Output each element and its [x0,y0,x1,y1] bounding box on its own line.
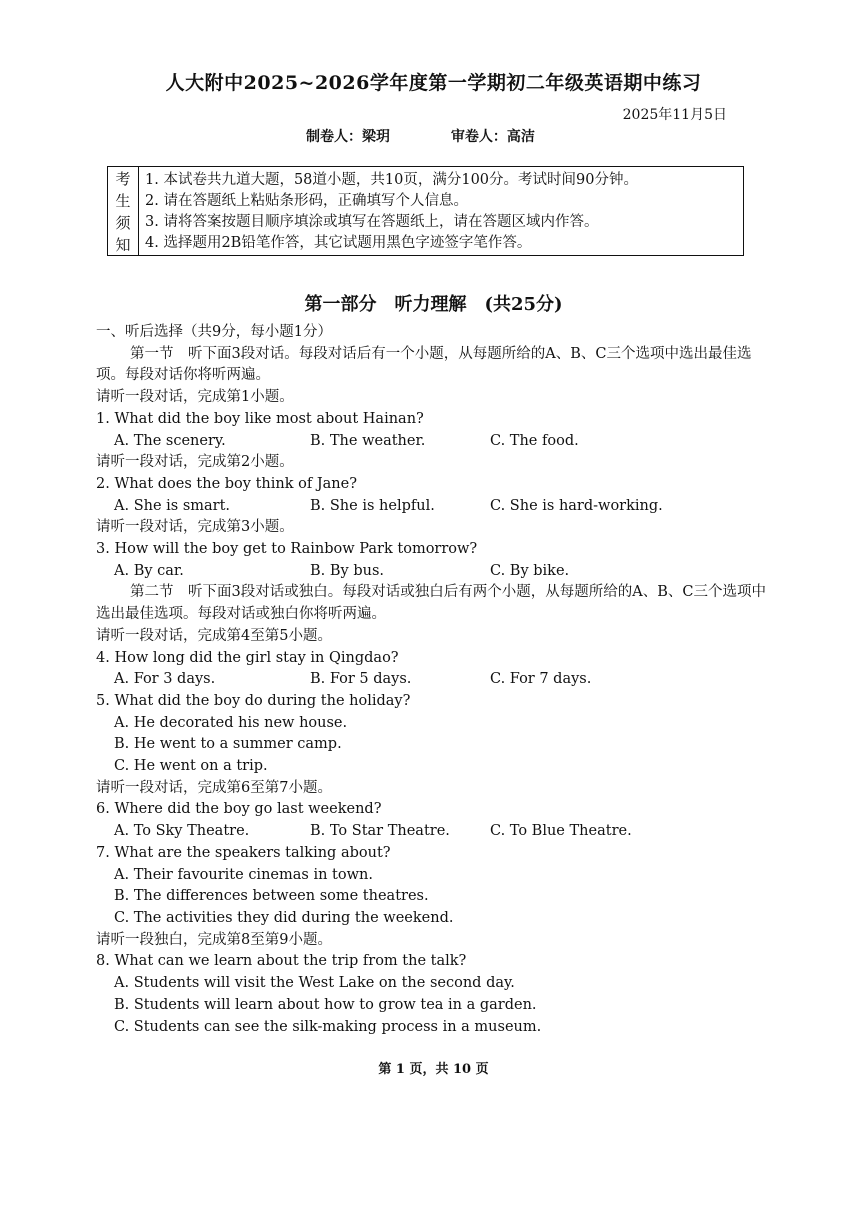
instruction: 请听一段对话，完成第1小题。 [96,389,294,406]
option-b: B. He went to a summer camp. [114,736,342,753]
option-b: B. She is helpful. [310,497,435,514]
question-stem: 6. Where did the boy go last weekend? [96,801,382,818]
question-options [96,431,766,453]
question-stem: 1. What did the boy like most about Hainan? [96,410,424,427]
option-a: A. He decorated his new house. [114,714,348,731]
option-a: A. Students will visit the West Lake on the second day. [114,975,515,992]
notice-item: 3. 请将答案按题目顺序填涂或填写在答题纸上，请在答题区域内作答。 [145,214,599,230]
option-c: C. For 7 days. [490,671,592,688]
option-b: B. For 5 days. [310,671,412,688]
page-footer: 第 1 页，共 10 页 [378,1062,489,1077]
option-a: A. For 3 days. [114,671,216,688]
notice-items [139,167,743,255]
option-c: C. He went on a trip. [114,758,268,775]
subtitle: 一、听后选择（共9分，每小题1分） [96,324,332,340]
option-b: B. By bus. [310,562,385,579]
notice-item: 1. 本试卷共九道大题，58道小题，共10页，满分100分。考试时间90分钟。 [145,172,638,188]
question-stem: 7. What are the speakers talking about? [96,844,391,861]
option-c: C. To Blue Theatre. [490,823,632,840]
exam-title: 人大附中2025~2026学年度第一学期初二年级英语期中练习 [165,72,702,94]
option-b: B. Students will learn about how to grow tea in a garden. [114,996,537,1013]
instruction: 请听一段对话，完成第4至第5小题。 [96,627,332,644]
option-b: B. The differences between some theatres. [114,888,429,905]
option-a: A. To Sky Theatre. [114,823,250,840]
candidate-notice-box [107,166,744,256]
option-a: A. By car. [114,562,184,579]
notice-item: 2. 请在答题纸上粘贴条形码，正确填写个人信息。 [145,193,468,209]
option-c: C. The activities they did during the weekend. [114,909,454,926]
instruction: 请听一段对话，完成第6至第7小题。 [96,779,332,796]
question-options [96,669,766,691]
part-title: 第一部分 听力理解 (共25分) [304,294,563,315]
option-c: C. She is hard-working. [490,497,663,514]
option-c: C. Students can see the silk-making process in a museum. [114,1018,542,1035]
option-a: A. Their favourite cinemas in town. [114,866,373,883]
notice-label-char: 生 [115,191,131,210]
option-b: B. To Star Theatre. [310,823,450,840]
reviewer: 审卷人：高洁 [450,129,535,145]
question-stem: 4. How long did the girl stay in Qingdao? [96,649,399,666]
option-c: C. By bike. [490,562,570,579]
question-options [96,821,766,843]
notice-label-char: 须 [115,213,131,232]
notice-label-char: 知 [115,235,131,254]
question-options [96,561,766,583]
question-stem: 3. How will the boy get to Rainbow Park tomorrow? [96,541,478,558]
exam-makers [306,126,591,146]
question-stem: 8. What can we learn about the trip from the talk? [96,953,467,970]
option-c: C. The food. [490,432,579,449]
instruction: 请听一段独白，完成第8至第9小题。 [96,931,332,948]
instruction: 请听一段对话，完成第3小题。 [96,519,294,536]
listening-section [96,322,766,1038]
maker: 制卷人：梁玥 [306,129,390,145]
question-stem: 2. What does the boy think of Jane? [96,475,357,492]
section1-instructions: 第一节 听下面3段对话。每段对话后有一个小题，从每题所给的A、B、C三个选项中选出最佳选项。每段对话你将听两遍。 [96,345,752,384]
notice-item: 4. 选择题用2B铅笔作答，其它试题用黑色字迹签字笔作答。 [145,235,532,251]
instruction: 请听一段对话，完成第2小题。 [96,454,294,471]
option-a: A. She is smart. [114,497,231,514]
notice-label-char: 考 [115,169,131,188]
option-b: B. The weather. [310,432,426,449]
section2-instructions: 第二节 听下面3段对话或独白。每段对话或独白后有两个小题，从每题所给的A、B、C三个选项中选出最佳选项。每段对话或独白你将听两遍。 [96,584,766,623]
question-options [96,496,766,518]
exam-date: 2025年11月5日 [622,107,727,123]
option-a: A. The scenery. [114,432,226,449]
question-stem: 5. What did the boy do during the holiday? [96,692,411,709]
notice-label [108,167,139,255]
